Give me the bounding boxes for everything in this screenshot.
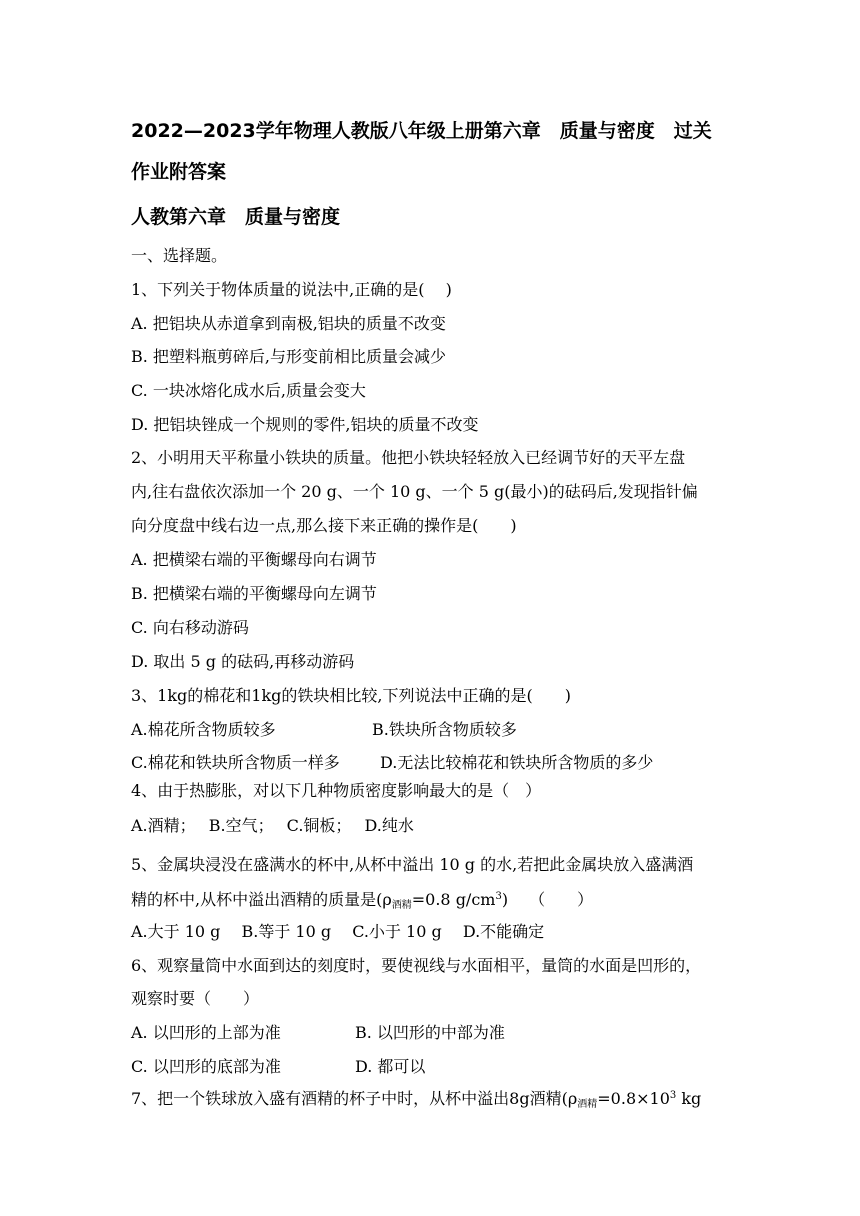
- question-4-stem: 4、由于热膨胀，对以下几种物质密度影响最大的是（ ）: [131, 781, 542, 800]
- question-6-option-b: B. 以凹形的中部为准: [355, 1023, 505, 1042]
- question-5-stem-text: 精的杯中,从杯中溢出酒精的质量是(ρ: [131, 890, 392, 909]
- unit-superscript: 3: [495, 891, 502, 902]
- question-5-options: A.大于 10 g B.等于 10 g C.小于 10 g D.不能确定: [131, 922, 545, 941]
- question-2-option-b: B. 把横梁右端的平衡螺母向左调节: [131, 584, 377, 603]
- density-subscript: 酒精: [391, 900, 412, 911]
- chapter-heading: 人教第六章 质量与密度: [131, 206, 341, 228]
- exponent-superscript: 3: [669, 1090, 677, 1101]
- question-1-option-d: D. 把铝块锉成一个规则的零件,铝块的质量不改变: [131, 415, 479, 434]
- question-3-option-d: D.无法比较棉花和铁块所含物质的多少: [380, 753, 654, 772]
- unit-text: kg: [676, 1089, 702, 1108]
- question-6-option-a: A. 以凹形的上部为准: [131, 1023, 281, 1042]
- density-value: =0.8 g/cm: [411, 890, 496, 909]
- question-7-stem-text: 7、把一个铁球放入盛有酒精的杯子中时，从杯中溢出8g酒精(ρ: [131, 1089, 578, 1108]
- question-6-option-c: C. 以凹形的底部为准: [131, 1057, 281, 1076]
- question-4-options: A.酒精； B.空气； C.铜板； D.纯水: [131, 816, 414, 835]
- density-value: =0.8×10: [597, 1089, 670, 1108]
- question-2-stem-line3: 向分度盘中线右边一点,那么接下来正确的操作是( ): [131, 516, 517, 535]
- question-6-stem-line2: 观察时要（ ）: [131, 989, 260, 1008]
- question-6-option-d: D. 都可以: [355, 1057, 426, 1076]
- question-1-stem: 1、下列关于物体质量的说法中,正确的是( ): [131, 280, 452, 299]
- question-3-option-c: C.棉花和铁块所含物质一样多: [131, 753, 340, 772]
- question-3-stem: 3、1kg的棉花和1kg的铁块相比较,下列说法中正确的是( ): [131, 686, 571, 705]
- question-1-option-c: C. 一块冰熔化成水后,质量会变大: [131, 381, 366, 400]
- question-5-stem-line2: [131, 887, 593, 916]
- question-2-stem-line1: 2、小明用天平称量小铁块的质量。他把小铁块轻轻放入已经调节好的天平左盘: [131, 448, 686, 467]
- question-2-option-c: C. 向右移动游码: [131, 618, 249, 637]
- question-1-option-a: A. 把铝块从赤道拿到南极,铝块的质量不改变: [131, 314, 446, 333]
- document-title-continued: 作业附答案: [131, 161, 227, 183]
- question-6-stem-line1: 6、观察量筒中水面到达的刻度时，要使视线与水面相平，量筒的水面是凹形的，: [131, 956, 702, 975]
- question-7-stem: [131, 1086, 701, 1115]
- density-subscript: 酒精: [577, 1099, 598, 1110]
- question-2-option-d: D. 取出 5 g 的砝码,再移动游码: [131, 652, 355, 671]
- question-1-option-b: B. 把塑料瓶剪碎后,与形变前相比质量会减少: [131, 347, 447, 366]
- question-2-option-a: A. 把横梁右端的平衡螺母向右调节: [131, 550, 377, 569]
- question-5-stem-line1: 5、金属块浸没在盛满水的杯中,从杯中溢出 10 g 的水,若把此金属块放入盛满酒: [131, 855, 694, 874]
- answer-bracket: ) （ ）: [501, 890, 594, 909]
- question-3-option-a: A.棉花所含物质较多: [131, 720, 276, 739]
- section-heading: 一、选择题。: [131, 246, 228, 265]
- document-title: 2022—2023学年物理人教版八年级上册第六章 质量与密度 过关: [131, 120, 712, 142]
- question-2-stem-line2: 内,往右盘依次添加一个 20 g、一个 10 g、一个 5 g(最小)的砝码后,发现指针偏: [131, 482, 698, 501]
- question-3-option-b: B.铁块所含物质较多: [372, 720, 517, 739]
